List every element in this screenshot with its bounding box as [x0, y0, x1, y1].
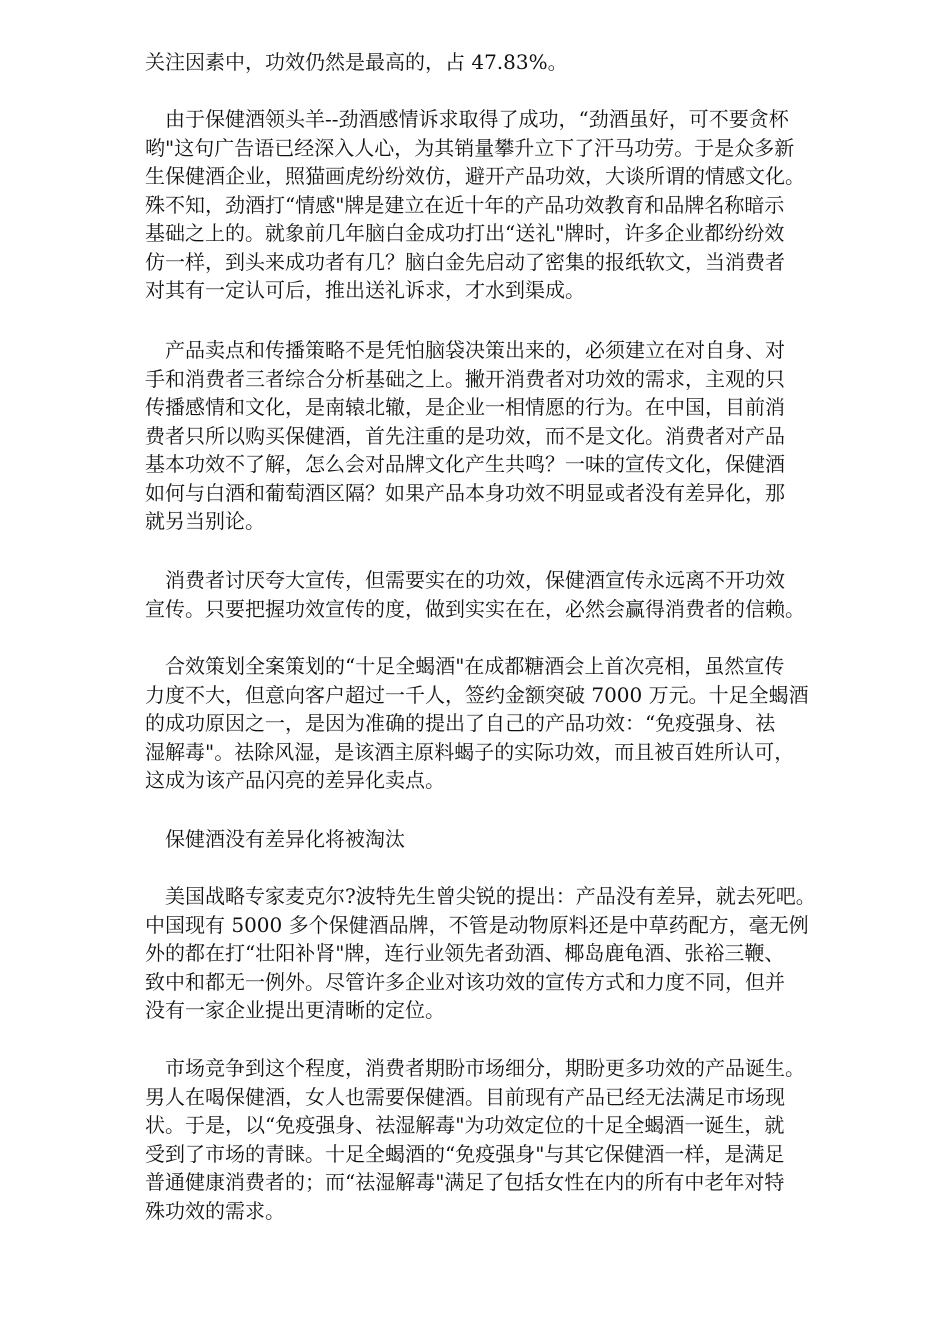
text-line: 湿解毒"。祛除风湿，是该酒主原料蝎子的实际功效，而且被百姓所认可，: [145, 739, 795, 764]
text-line: 产品卖点和传播策略不是凭怕脑袋决策出来的，必须建立在对自身、对: [145, 338, 785, 362]
section-heading-text: 保健酒没有差异化将被淘汰: [145, 827, 405, 851]
text-line: 外的都在打“壮阳补肾"牌，连行业领先者劲酒、椰岛鹿龟酒、张裕三鞭、: [145, 941, 785, 965]
paragraph-7: [145, 1054, 880, 1225]
text-line: 受到了市场的青睐。十足全蝎酒的“免疫强身"与其它保健酒一样，是满足: [145, 1141, 785, 1166]
text-line: 合效策划全案策划的“十足全蝎酒"在成都糖酒会上首次亮相，虽然宣传: [145, 654, 785, 678]
paragraph-1: [145, 48, 880, 77]
text-line: 殊功效的需求。: [145, 1198, 285, 1223]
text-line: 对其有一定认可后，推出送礼诉求，才水到渠成。: [145, 278, 585, 302]
paragraph-6: [145, 882, 880, 1025]
text-line: 传播感情和文化，是南辕北辙，是企业一相情愿的行为。在中国，目前消: [145, 395, 785, 419]
paragraph-2: [145, 105, 880, 305]
paragraph-3: [145, 336, 880, 536]
text-line: 费者只所以购买保健酒，首先注重的是功效，而不是文化。消费者对产品: [145, 423, 785, 448]
paragraph-5: [145, 652, 880, 795]
text-line: 力度不大，但意向客户超过一千人，签约金额突破 7000 万元。十足全蝎酒: [145, 682, 809, 707]
text-line: 基本功效不了解，怎么会对品牌文化产生共鸣？一味的宣传文化，保健酒: [145, 452, 785, 476]
text-line: 男人在喝保健酒，女人也需要保健酒。目前现有产品已经无法满足市场现: [145, 1084, 785, 1109]
text-line: 宣传。只要把握功效宣传的度，做到实实在在，必然会赢得消费者的信赖。: [145, 596, 805, 621]
text-line: 就另当别论。: [145, 509, 265, 533]
text-line: 美国战略专家麦克尔?波特先生曾尖锐的提出：产品没有差异，就去死吧。: [145, 884, 816, 908]
text-line: 如何与白酒和葡萄酒区隔？如果产品本身功效不明显或者没有差异化，那: [145, 480, 785, 505]
text-line: 这成为该产品闪亮的差异化卖点。: [145, 768, 445, 792]
text-line: 关注因素中，功效仍然是最高的，占 47.83%。: [145, 50, 568, 74]
text-line: 消费者讨厌夸大宣传，但需要实在的功效，保健酒宣传永远离不开功效: [145, 568, 785, 592]
text-line: 普通健康消费者的；而“祛湿解毒"满足了包括女性在内的所有中老年对特: [145, 1170, 785, 1194]
text-line: 状。于是，以“免疫强身、祛湿解毒"为功效定位的十足全蝎酒一诞生，就: [145, 1113, 785, 1137]
text-line: 的成功原因之一，是因为准确的提出了自己的产品功效：“免疫强身、祛: [145, 711, 776, 735]
text-line: 中国现有 5000 多个保健酒品牌，不管是动物原料还是中草药配方，毫无例: [145, 912, 809, 937]
text-line: 致中和都无一例外。尽管许多企业对该功效的宣传方式和力度不同，但并: [145, 969, 785, 994]
text-line: 没有一家企业提出更清晰的定位。: [145, 998, 445, 1022]
paragraph-4: [145, 566, 880, 623]
text-line: 基础之上的。就象前几年脑白金成功打出“送礼"牌时，许多企业都纷纷效: [145, 221, 785, 245]
section-heading: [145, 825, 880, 854]
text-line: 生保健酒企业，照猫画虎纷纷效仿，避开产品功效，大谈所谓的情感文化。: [145, 164, 805, 188]
text-line: 由于保健酒领头羊--劲酒感情诉求取得了成功，“劲酒虽好，可不要贪杯: [145, 107, 789, 131]
text-line: 哟"这句广告语已经深入人心，为其销量攀升立下了汗马功劳。于是众多新: [145, 135, 795, 160]
text-line: 市场竞争到这个程度，消费者期盼市场细分，期盼更多功效的产品诞生。: [145, 1056, 805, 1080]
text-line: 仿一样，到头来成功者有几？脑白金先启动了密集的报纸软文，当消费者: [145, 249, 785, 274]
text-line: 殊不知，劲酒打“情感"牌是建立在近十年的产品功效教育和品牌名称暗示: [145, 192, 785, 217]
text-line: 手和消费者三者综合分析基础之上。撇开消费者对功效的需求，主观的只: [145, 366, 785, 391]
